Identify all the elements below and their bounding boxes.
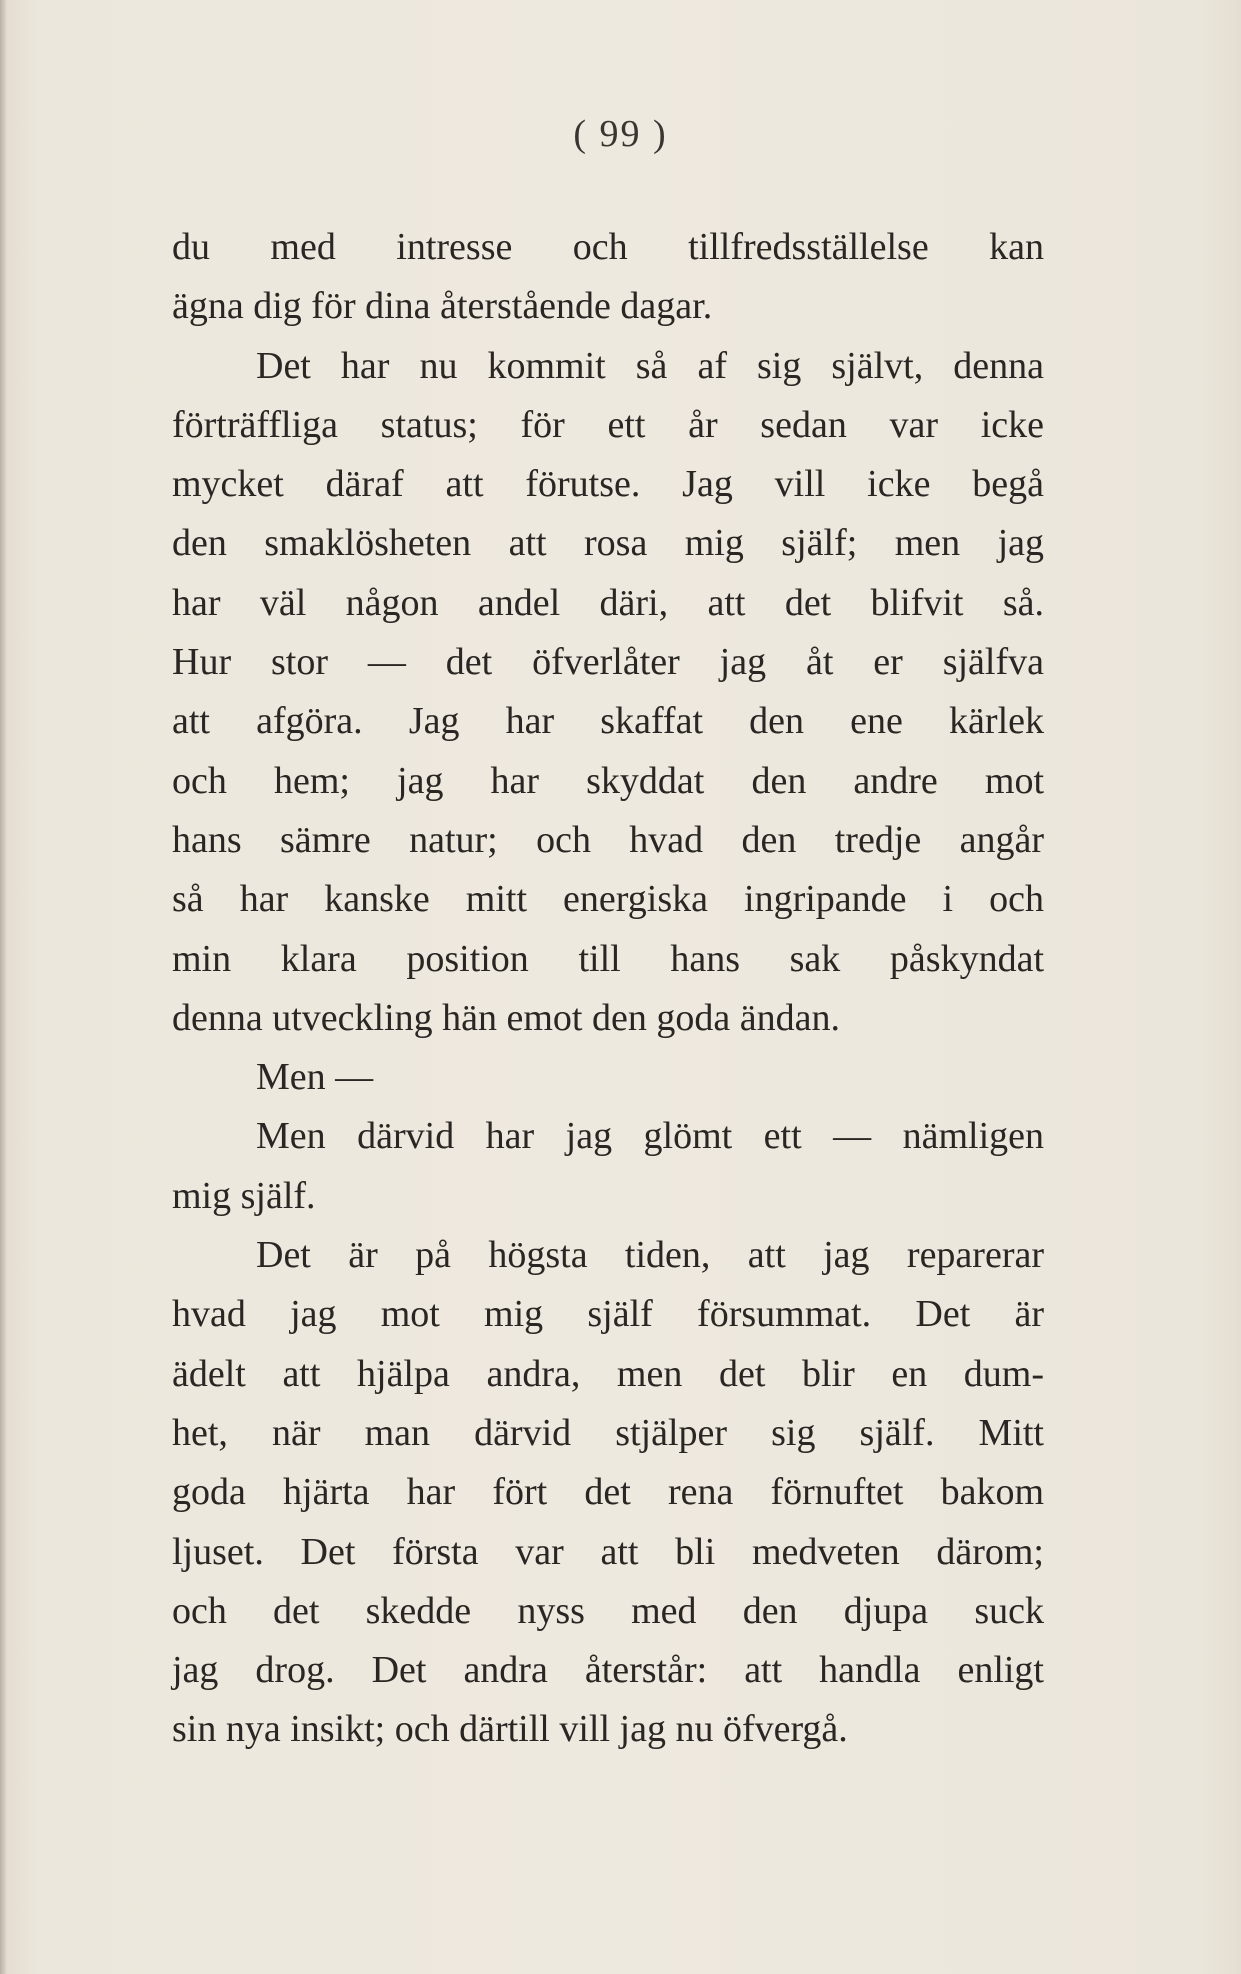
text-line: Det har nu kommit så af sig självt, denna xyxy=(256,344,1044,387)
text-line: Men därvid har jag glömt ett — nämligen xyxy=(256,1115,1044,1158)
text-line: het, när man därvid stjälper sig själf. Mitt xyxy=(172,1411,1044,1454)
text-line: ljuset. Det första var att bli medveten därom; xyxy=(172,1530,1044,1573)
text-line: min klara position till hans sak påskyndat xyxy=(172,937,1044,980)
text-line: denna utveckling hän emot den goda ändan. xyxy=(172,996,840,1039)
text-line: Det är på högsta tiden, att jag reparerar xyxy=(256,1234,1044,1277)
text-line: och hem; jag har skyddat den andre mot xyxy=(172,759,1044,802)
text-line: sin nya insikt; och därtill vill jag nu öfvergå. xyxy=(172,1708,848,1751)
text-line: goda hjärta har fört det rena förnuftet bakom xyxy=(172,1471,1044,1514)
text-line: och det skedde nyss med den djupa suck xyxy=(172,1589,1044,1632)
text-line: den smaklösheten att rosa mig själf; men jag xyxy=(172,522,1044,565)
text-line: ägna dig för dina återstående dagar. xyxy=(172,285,713,328)
body-text xyxy=(172,218,1044,1760)
page-edge xyxy=(0,0,6,1974)
text-line: hvad jag mot mig själf försummat. Det är xyxy=(172,1293,1044,1336)
text-line: så har kanske mitt energiska ingripande i och xyxy=(172,878,1044,921)
text-line: har väl någon andel däri, att det blifvit så. xyxy=(172,581,1044,624)
text-line: ädelt att hjälpa andra, men det blir en dum- xyxy=(172,1352,1044,1395)
text-line: mycket däraf att förutse. Jag vill icke begå xyxy=(172,463,1044,506)
text-line: jag drog. Det andra återstår: att handla enligt xyxy=(172,1649,1044,1692)
page-number: ( 99 ) xyxy=(573,113,668,155)
text-line: att afgöra. Jag har skaffat den ene kärlek xyxy=(172,700,1044,743)
text-line: hans sämre natur; och hvad den tredje angår xyxy=(172,818,1044,861)
text-line: mig själf. xyxy=(172,1174,316,1217)
text-line: du med intresse och tillfredsställelse kan xyxy=(172,226,1044,268)
text-line: Hur stor — det öfverlåter jag åt er själfva xyxy=(172,641,1044,684)
text-line: förträffliga status; för ett år sedan var icke xyxy=(172,403,1044,446)
text-line: Men — xyxy=(256,1056,374,1099)
